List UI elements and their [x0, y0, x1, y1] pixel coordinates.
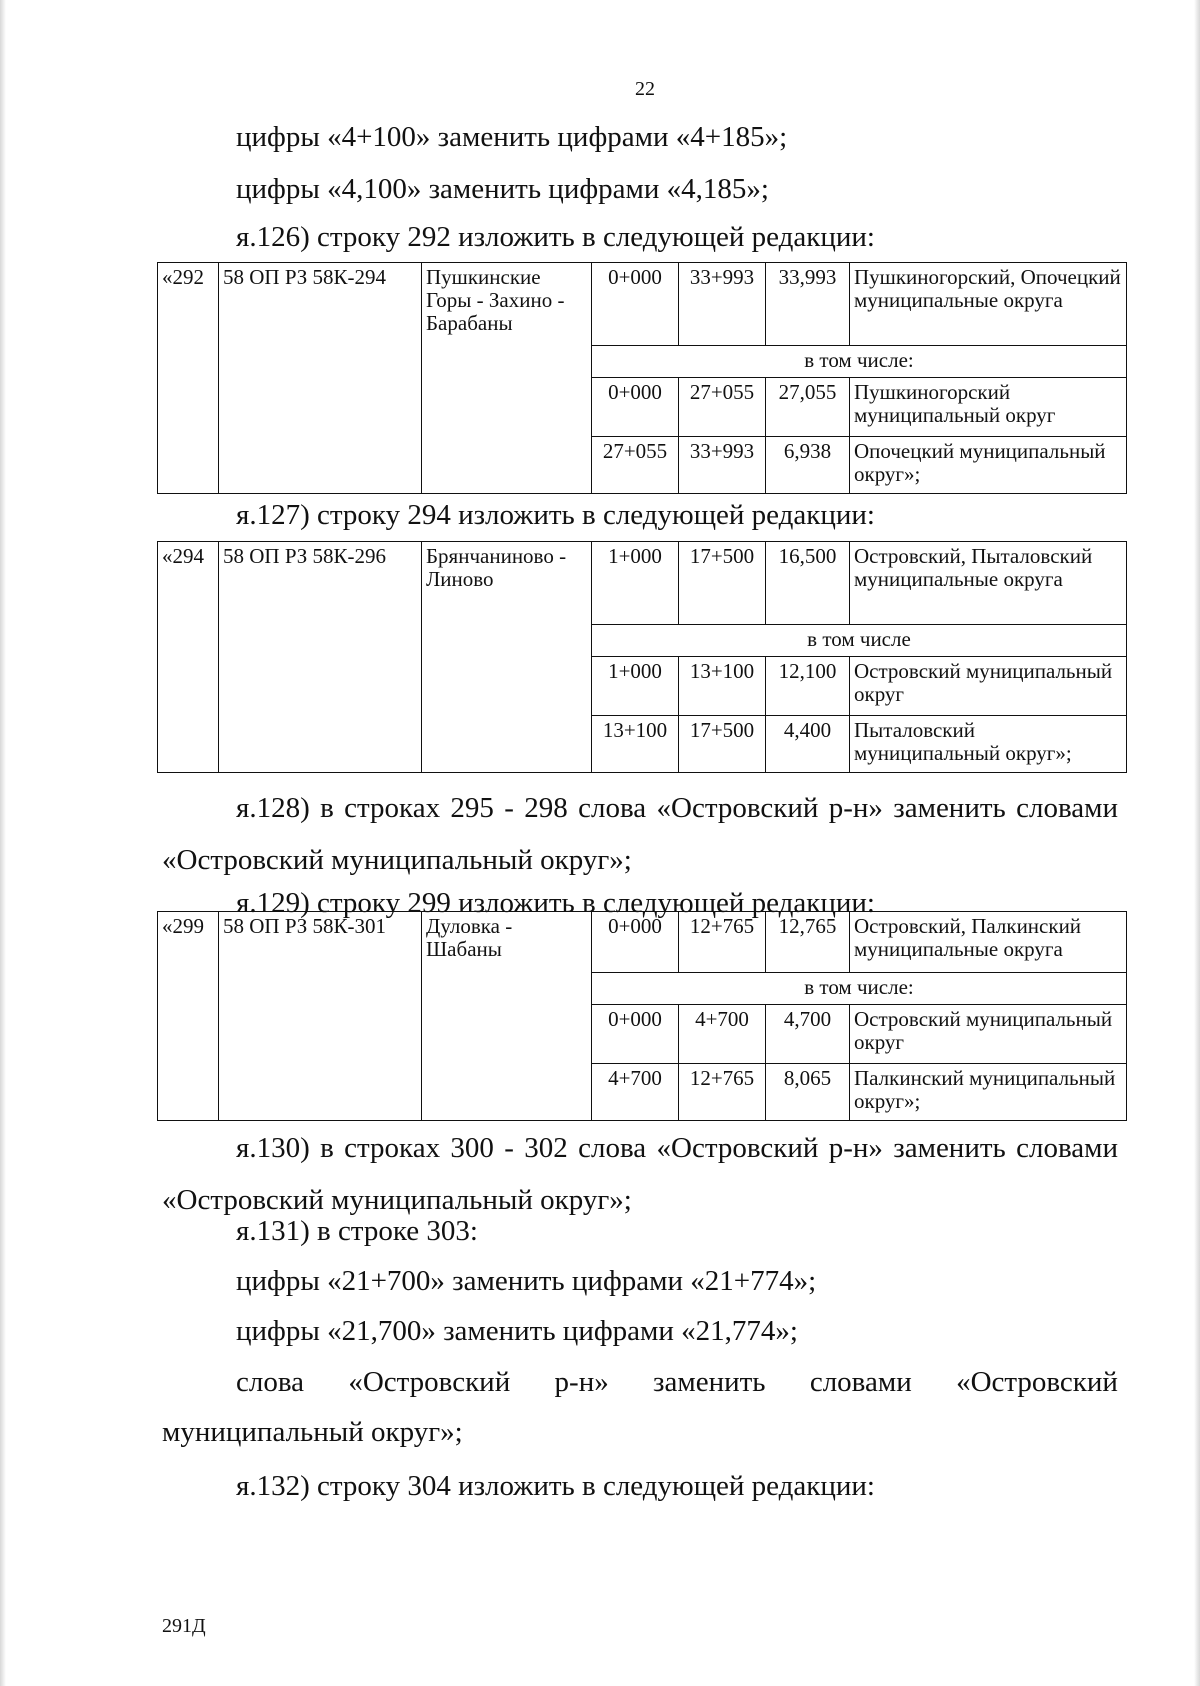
table-row-299	[157, 911, 1127, 1121]
table-main-row	[158, 263, 1127, 346]
start-km-cell: 0+000	[592, 912, 679, 973]
subtotal-label-cell: в том числе:	[592, 973, 1127, 1005]
row-number-cell: «294	[158, 542, 219, 773]
start-km-cell: 0+000	[592, 263, 679, 346]
start-km-cell: 1+000	[592, 657, 679, 716]
justified-word: «Островский	[348, 1366, 511, 1398]
subtotal-label-cell: в том числе	[592, 625, 1127, 657]
length-cell: 12,100	[766, 657, 850, 716]
end-km-cell: 33+993	[679, 263, 766, 346]
table-row-292	[157, 262, 1127, 494]
scan-edge-left	[0, 0, 6, 1686]
paragraph-item-127: я.127) строку 294 изложить в следующей редакции:	[236, 499, 875, 531]
district-cell: Пыталовский муниципальный округ»;	[850, 716, 1127, 773]
district-cell: Палкинский муниципальный округ»;	[850, 1064, 1127, 1121]
justified-word: заменить	[653, 1366, 766, 1398]
paragraph-item-132: я.132) строку 304 изложить в следующей редакции:	[236, 1470, 875, 1502]
paragraph-item-128-text: я.128) в строках 295 - 298 слова «Островский р-н» заменить словами «Островский муниципальный округ»;	[162, 792, 1118, 876]
length-cell: 4,700	[766, 1005, 850, 1064]
length-cell: 4,400	[766, 716, 850, 773]
end-km-cell: 33+993	[679, 437, 766, 494]
table-row-294	[157, 541, 1127, 773]
road-name-cell: Пушкинские Горы - Захино - Барабаны	[422, 263, 592, 494]
district-cell: Островский, Палкинский муниципальные округа	[850, 912, 1127, 973]
district-cell: Островский муниципальный округ	[850, 1005, 1127, 1064]
road-name-cell: Дуловка - Шабаны	[422, 912, 592, 1121]
length-cell: 33,993	[766, 263, 850, 346]
justified-word: слова	[236, 1366, 305, 1398]
subtotal-label-cell: в том числе:	[592, 346, 1127, 378]
district-cell: Островский, Пыталовский муниципальные округа	[850, 542, 1127, 625]
paragraph-item-131: я.131) в строке 303:	[236, 1215, 478, 1247]
justified-word: р-н»	[554, 1366, 609, 1398]
paragraph-item-129: я.129) строку 299 изложить в следующей редакции:	[236, 887, 875, 919]
end-km-cell: 27+055	[679, 378, 766, 437]
district-cell: Пушкиногорский, Опочецкий муниципальные округа	[850, 263, 1127, 346]
paragraph-item-130: я.130) в строках 300 - 302 слова «Островский р-н» заменить словами «Островский муниципальный округ»;	[162, 1132, 1118, 1216]
length-cell: 12,765	[766, 912, 850, 973]
justified-word: словами	[809, 1366, 912, 1398]
paragraph-digits-21-700: цифры «21+700» заменить цифрами «21+774»;	[236, 1265, 817, 1297]
paragraph-item-128-block	[162, 782, 1118, 886]
paragraph-item-126: я.126) строку 292 изложить в следующей редакции:	[236, 221, 875, 253]
paragraph-digits-21-700-decimal: цифры «21,700» заменить цифрами «21,774»;	[236, 1315, 798, 1347]
start-km-cell: 1+000	[592, 542, 679, 625]
table-main-row	[158, 912, 1127, 973]
length-cell: 27,055	[766, 378, 850, 437]
end-km-cell: 17+500	[679, 542, 766, 625]
road-name-cell: Брянчаниново - Линово	[422, 542, 592, 773]
paragraph-digits-4-100: цифры «4+100» заменить цифрами «4+185»;	[236, 121, 788, 153]
footer-code: 291Д	[162, 1615, 206, 1637]
paragraph-words-replace	[236, 1365, 1118, 1399]
end-km-cell: 17+500	[679, 716, 766, 773]
road-code-cell: 58 ОП РЗ 58К-296	[219, 542, 422, 773]
end-km-cell: 12+765	[679, 912, 766, 973]
length-cell: 8,065	[766, 1064, 850, 1121]
length-cell: 6,938	[766, 437, 850, 494]
paragraph-words-replace-tail: муниципальный округ»;	[162, 1416, 463, 1448]
paragraph-digits-4-100-decimal: цифры «4,100» заменить цифрами «4,185»;	[236, 173, 769, 205]
start-km-cell: 0+000	[592, 378, 679, 437]
table-main-row	[158, 542, 1127, 625]
road-code-cell: 58 ОП РЗ 58К-294	[219, 263, 422, 494]
row-number-cell: «299	[158, 912, 219, 1121]
road-code-cell: 58 ОП РЗ 58К-301	[219, 912, 422, 1121]
length-cell: 16,500	[766, 542, 850, 625]
end-km-cell: 12+765	[679, 1064, 766, 1121]
justified-word: «Островский	[956, 1366, 1118, 1398]
start-km-cell: 27+055	[592, 437, 679, 494]
end-km-cell: 4+700	[679, 1005, 766, 1064]
district-cell: Островский муниципальный округ	[850, 657, 1127, 716]
district-cell: Опочецкий муниципальный округ»;	[850, 437, 1127, 494]
start-km-cell: 4+700	[592, 1064, 679, 1121]
start-km-cell: 13+100	[592, 716, 679, 773]
scan-edge-right	[1194, 0, 1200, 1686]
start-km-cell: 0+000	[592, 1005, 679, 1064]
page-number: 22	[635, 78, 655, 100]
district-cell: Пушкиногорский муниципальный округ	[850, 378, 1127, 437]
row-number-cell: «292	[158, 263, 219, 494]
end-km-cell: 13+100	[679, 657, 766, 716]
